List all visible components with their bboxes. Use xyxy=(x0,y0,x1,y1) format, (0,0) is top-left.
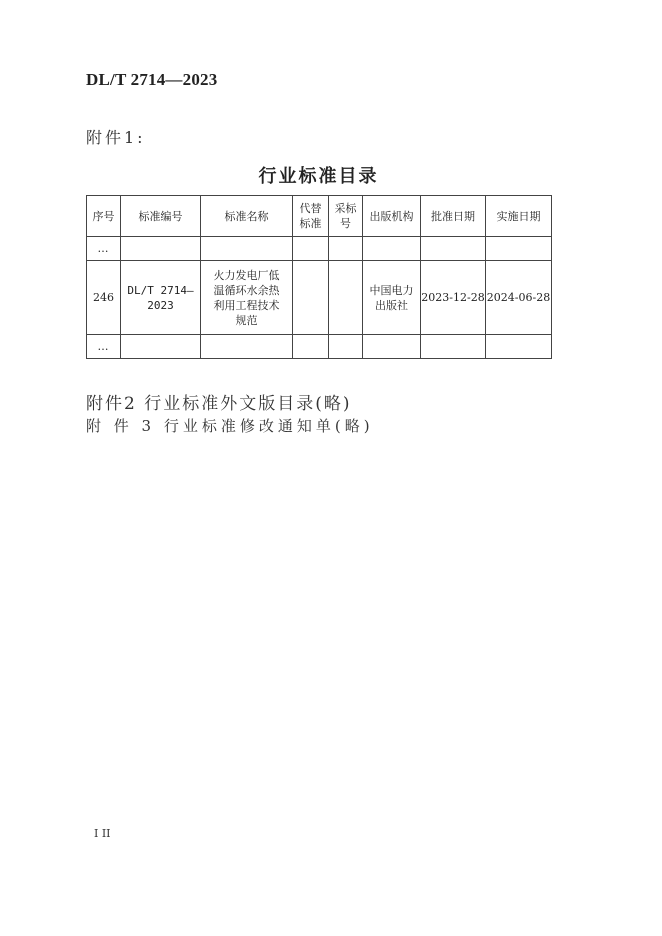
row-adopted xyxy=(329,335,363,359)
table-row xyxy=(87,261,552,335)
row-seq: … xyxy=(87,237,121,261)
row-seq: 246 xyxy=(87,261,121,335)
table-title: 行业标准目录 xyxy=(258,166,379,187)
column-header-name: 标准名称 xyxy=(201,196,293,237)
annex2-label: 附件2 行业标准外文版目录(略) xyxy=(86,394,352,414)
page-number: I II xyxy=(94,827,111,840)
column-header-seq: 序号 xyxy=(87,196,121,237)
row-effective xyxy=(486,237,552,261)
row-code xyxy=(121,335,201,359)
row-adopted xyxy=(329,261,363,335)
row-publisher xyxy=(363,237,421,261)
column-header-effective: 实施日期 xyxy=(486,196,552,237)
column-header-publisher: 出版机构 xyxy=(363,196,421,237)
row-approved xyxy=(421,335,486,359)
row-replaces xyxy=(293,237,329,261)
row-code: DL/T 2714— 2023 xyxy=(121,261,201,335)
column-header-code: 标准编号 xyxy=(121,196,201,237)
row-approved xyxy=(421,237,486,261)
row-name xyxy=(201,335,293,359)
column-header-approved: 批准日期 xyxy=(421,196,486,237)
row-replaces xyxy=(293,261,329,335)
table-row xyxy=(87,237,552,261)
row-approved: 2023-12-28 xyxy=(421,261,486,335)
annex3-label: 附 件 3 行业标准修改通知单(略) xyxy=(86,417,374,435)
row-adopted xyxy=(329,237,363,261)
table-row xyxy=(87,335,552,359)
row-name xyxy=(201,237,293,261)
row-replaces xyxy=(293,335,329,359)
annex1-label: 附件1: xyxy=(86,128,146,147)
table-header-row xyxy=(87,196,552,237)
row-effective: 2024-06-28 xyxy=(486,261,552,335)
row-seq: … xyxy=(87,335,121,359)
row-code xyxy=(121,237,201,261)
column-header-replaces: 代替 标准 xyxy=(293,196,329,237)
row-name: 火力发电厂低 温循环水余热 利用工程技术 规范 xyxy=(201,261,293,335)
row-publisher: 中国电力 出版社 xyxy=(363,261,421,335)
column-header-adopted: 采标 号 xyxy=(329,196,363,237)
row-effective xyxy=(486,335,552,359)
standard-code-header: DL/T 2714—2023 xyxy=(86,70,218,89)
standards-catalog-table xyxy=(86,195,552,359)
row-publisher xyxy=(363,335,421,359)
